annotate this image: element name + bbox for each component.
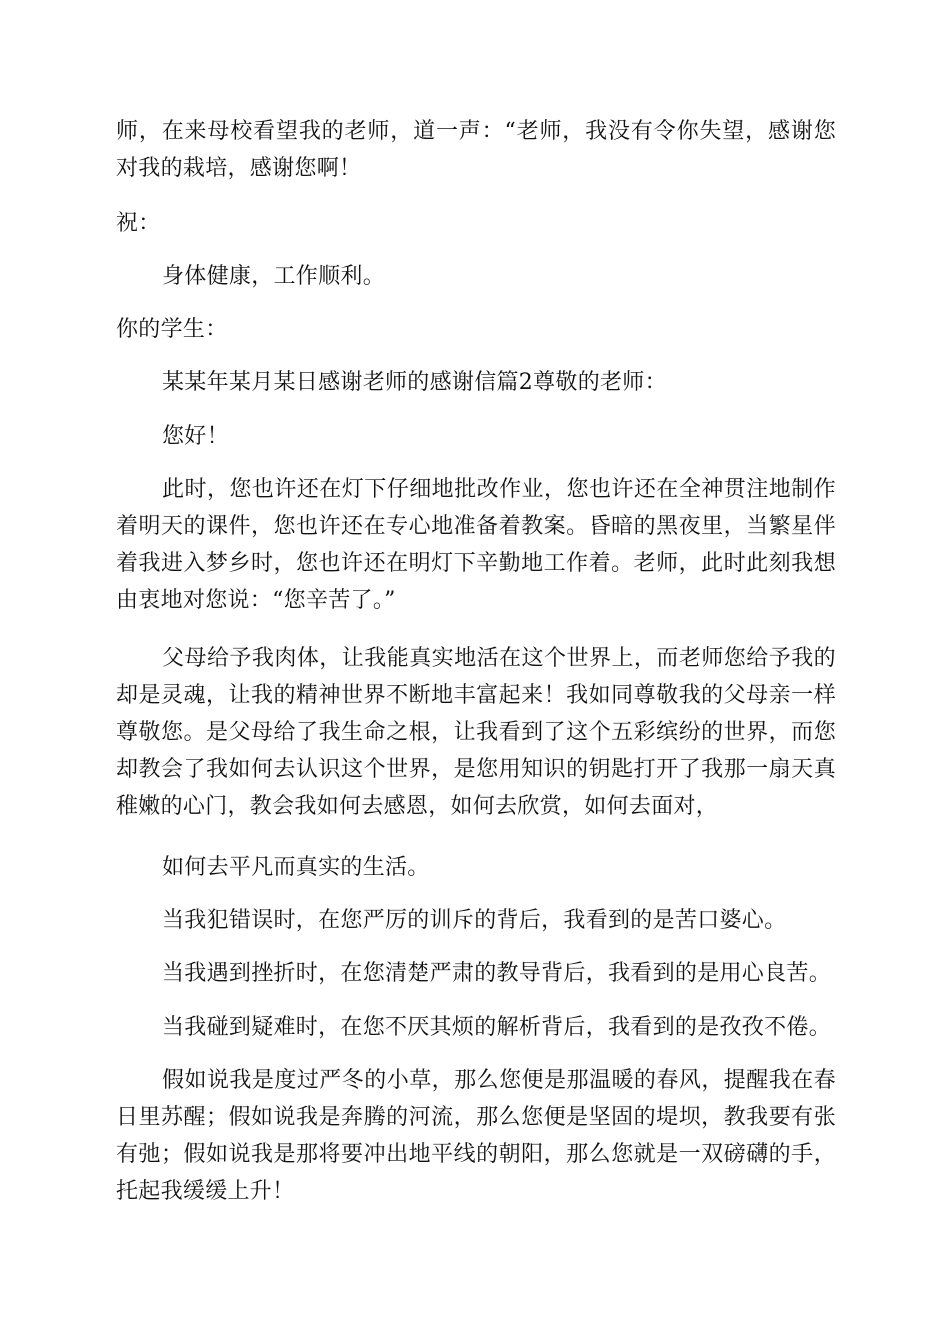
paragraph-letter-closing: 师，在来母校看望我的老师，道一声：“老师，我没有令你失望，感谢您对我的栽培，感谢您啊！	[116, 119, 836, 181]
paragraph-difficulties: 当我碰到疑难时，在您不厌其烦的解析背后，我看到的是孜孜不倦。	[162, 1015, 832, 1040]
paragraph-date-and-heading: 某某年某月某日感谢老师的感谢信篇2尊敬的老师：	[162, 370, 667, 395]
paragraph-parents-and-teacher: 父母给予我肉体，让我能真实地活在这个世界上，而老师您给予我的却是灵魂，让我的精神世界不断地丰富起来！我如同尊敬我的父母亲一样尊敬您。是父母给了我生命之根，让我看到了这个五彩缤纷的世界，而您却教会了我如何去认识这个世界，是您用知识的钥匙打开了我那一扇天真稚嫩的心门，教会我如何去感恩，如何去欣赏，如何去面对，	[116, 646, 836, 819]
paragraph-ordinary-life: 如何去平凡而真实的生活。	[162, 855, 430, 880]
paragraph-setbacks: 当我遇到挫折时，在您清楚严肃的教导背后，我看到的是用心良苦。	[162, 961, 832, 986]
paragraph-mistakes: 当我犯错误时，在您严厉的训斥的背后，我看到的是苦口婆心。	[162, 908, 787, 933]
paragraph-signature: 你的学生：	[116, 317, 228, 342]
paragraph-wishes: 身体健康，工作顺利。	[162, 264, 386, 289]
paragraph-wishes-label: 祝：	[116, 211, 161, 236]
paragraph-metaphors: 假如说我是度过严冬的小草，那么您便是那温暖的春风，提醒我在春日里苏醒；假如说我是奔腾的河流，那么您便是坚固的堤坝，教我要有张有弛；假如说我是那将要冲出地平线的朝阳，那么您就是一双磅礴的手，托起我缓缓上升！	[116, 1068, 836, 1204]
paragraph-greeting: 您好！	[162, 424, 229, 449]
paragraph-teacher-working: 此时，您也许还在灯下仔细地批改作业，您也许还在全神贯注地制作着明天的课件，您也许还在专心地准备着教案。昏暗的黑夜里，当繁星伴着我进入梦乡时，您也许还在明灯下辛勤地工作着。老师，此时此刻我想由衷地对您说：“您辛苦了。”	[116, 477, 836, 613]
